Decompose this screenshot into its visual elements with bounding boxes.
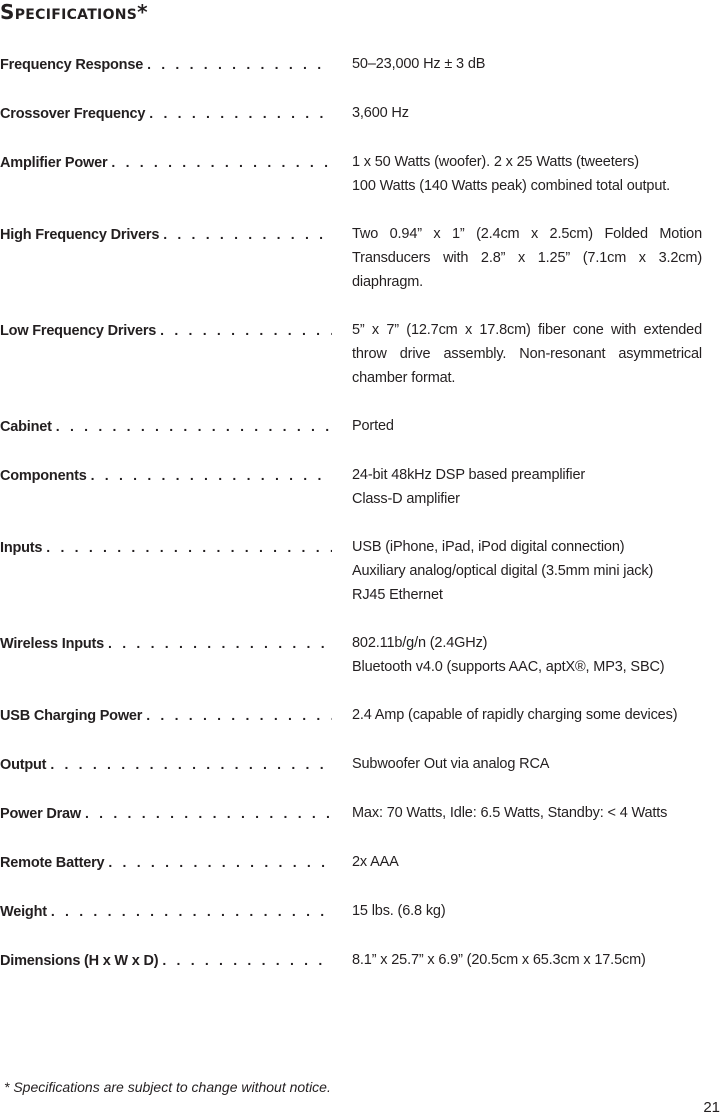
spec-row [0, 850, 724, 875]
spec-row [0, 414, 724, 439]
spec-label: Weight [0, 904, 47, 920]
spec-label: Dimensions (H x W x D) [0, 953, 159, 969]
spec-value [352, 948, 702, 972]
page-title: Specifications* [0, 0, 148, 24]
footnote: * Specifications are subject to change without notice. [4, 1079, 331, 1095]
spec-value [352, 703, 702, 727]
spec-label: Frequency Response [0, 57, 144, 73]
spec-label-column [0, 318, 352, 343]
spec-label-column [0, 222, 352, 247]
spec-value [352, 535, 702, 607]
spec-label-column [0, 631, 352, 656]
spec-value [352, 150, 702, 198]
spec-value-line: Max: 70 Watts, Idle: 6.5 Watts, Standby: < 4 Watts [352, 805, 668, 821]
spec-label: High Frequency Drivers [0, 227, 160, 243]
dot-leader [91, 463, 332, 487]
spec-label-column [0, 150, 352, 175]
spec-value-line: 8.1” x 25.7” x 6.9” (20.5cm x 65.3cm x 17.5cm) [352, 952, 646, 968]
spec-value-text: Two 0.94” x 1” (2.4cm x 2.5cm) Folded Motion Transducers with 2.8” x 1.25” (7.1cm x 3.2cm) diaphragm. [352, 226, 702, 290]
spec-row [0, 948, 724, 973]
spec-value [352, 752, 702, 776]
spec-row [0, 150, 724, 198]
spec-row [0, 463, 724, 511]
spec-value-line: Subwoofer Out via analog RCA [352, 756, 550, 772]
spec-label: Output [0, 757, 47, 773]
spec-label: Components [0, 468, 87, 484]
spec-label: USB Charging Power [0, 708, 143, 724]
spec-value-line: 50–23,000 Hz ± 3 dB [352, 56, 486, 72]
spec-label-column [0, 101, 352, 126]
dot-leader [85, 801, 332, 825]
spec-label-column [0, 463, 352, 488]
spec-label-column [0, 52, 352, 77]
spec-row [0, 535, 724, 607]
spec-label: Wireless Inputs [0, 636, 105, 652]
spec-value-line: RJ45 Ethernet [352, 587, 443, 603]
spec-label-column [0, 414, 352, 439]
spec-value [352, 222, 702, 294]
spec-value-line: 24-bit 48kHz DSP based preamplifier [352, 467, 586, 483]
spec-label: Inputs [0, 540, 43, 556]
spec-value-line: USB (iPhone, iPad, iPod digital connection) [352, 539, 625, 555]
spec-value-line: Bluetooth v4.0 (supports AAC, aptX®, MP3, SBC) [352, 659, 665, 675]
spec-label-column [0, 752, 352, 777]
spec-label-column [0, 850, 352, 875]
dot-leader [108, 850, 332, 874]
spec-row [0, 52, 724, 77]
spec-value-line: 3,600 Hz [352, 105, 409, 121]
spec-value [352, 463, 702, 511]
dot-leader [147, 52, 332, 76]
dot-leader [56, 414, 332, 438]
spec-row [0, 899, 724, 924]
dot-leader [149, 101, 332, 125]
dot-leader [108, 631, 332, 655]
spec-value [352, 414, 702, 438]
spec-label: Amplifier Power [0, 155, 108, 171]
spec-label-column [0, 801, 352, 826]
spec-row [0, 631, 724, 679]
spec-value-line: Ported [352, 418, 394, 434]
spec-row [0, 222, 724, 294]
spec-value-line: 15 lbs. (6.8 kg) [352, 903, 446, 919]
spec-value [352, 850, 702, 874]
spec-value [352, 899, 702, 923]
spec-value-line: 802.11b/g/n (2.4GHz) [352, 635, 488, 651]
spec-value [352, 631, 702, 679]
spec-label-column [0, 703, 352, 728]
spec-value-text: 5” x 7” (12.7cm x 17.8cm) fiber cone with extended throw drive assembly. Non-resonant asymmetrical chamber format. [352, 322, 702, 386]
dot-leader [46, 535, 332, 559]
spec-label: Remote Battery [0, 855, 105, 871]
spec-value-line: 1 x 50 Watts (woofer). 2 x 25 Watts (tweeters) [352, 154, 639, 170]
spec-row [0, 318, 724, 390]
spec-label: Low Frequency Drivers [0, 323, 157, 339]
spec-value-line: 100 Watts (140 Watts peak) combined total output. [352, 178, 670, 194]
dot-leader [51, 899, 332, 923]
spec-row [0, 801, 724, 826]
dot-leader [162, 948, 332, 972]
spec-label: Crossover Frequency [0, 106, 146, 122]
dot-leader [160, 318, 332, 342]
dot-leader [111, 150, 332, 174]
spec-value-line: Auxiliary analog/optical digital (3.5mm mini jack) [352, 563, 654, 579]
spec-value-line: Class-D amplifier [352, 491, 460, 507]
spec-value [352, 801, 702, 825]
dot-leader [50, 752, 332, 776]
page-number: 21 [703, 1099, 720, 1116]
spec-value-line: 2x AAA [352, 854, 399, 870]
dot-leader [163, 222, 332, 246]
spec-value [352, 52, 702, 76]
spec-label: Power Draw [0, 806, 81, 822]
spec-row [0, 703, 724, 728]
specifications-list [0, 52, 724, 997]
spec-row [0, 101, 724, 126]
spec-value [352, 101, 702, 125]
spec-row [0, 752, 724, 777]
spec-label: Cabinet [0, 419, 52, 435]
dot-leader [146, 703, 332, 727]
spec-label-column [0, 535, 352, 560]
spec-label-column [0, 899, 352, 924]
spec-value [352, 318, 702, 390]
spec-value-line: 2.4 Amp (capable of rapidly charging some devices) [352, 707, 678, 723]
spec-label-column [0, 948, 352, 973]
